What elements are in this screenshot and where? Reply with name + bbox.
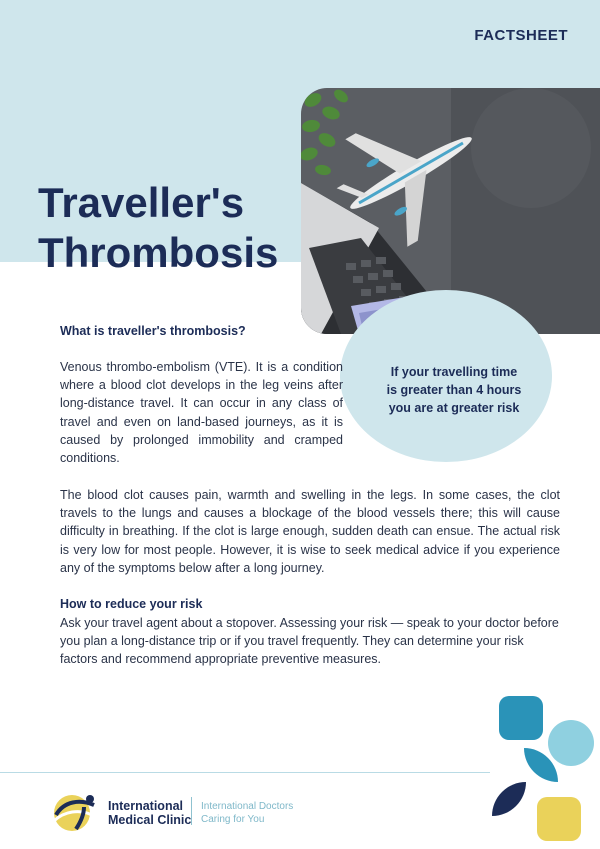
clinic-brand-name [108, 799, 191, 827]
definition-paragraph: Venous thrombo-embolism (VTE). It is a condition where a blood clot develops in the leg veins after long-distance travel. It can occur in any class of travel and even on land-based journeys, as it is caused by prolonged immobility and cramped conditions. [60, 360, 343, 466]
footer-divider-line [0, 772, 490, 773]
symptoms-paragraph: The blood clot causes pain, warmth and swelling in the legs. In some cases, the clot travels to the lungs and causes a blockage of the blood vessels there; this will cause difficulty in breathing. If the clot is large enough, sudden death can ensue. The actual risk is very low for most people. However, it is wise to seek medical advice if you experience any of the symptoms below after a long journey. [60, 488, 560, 575]
tagline-line-1: International Doctors [201, 801, 294, 812]
section-heading-reduce-risk: How to reduce your risk [60, 597, 203, 611]
section-heading-what-is: What is traveller's thrombosis? [60, 324, 246, 338]
clinic-tagline [201, 800, 293, 826]
title-line-2: Thrombosis [38, 229, 279, 276]
brand-line-2: Medical Clinic [108, 813, 192, 827]
decor-yellow-square [537, 797, 581, 841]
title-line-1: Traveller's [38, 179, 245, 226]
factsheet-label: FACTSHEET [474, 27, 568, 44]
reduce-risk-paragraph: Ask your travel agent about a stopover. Assessing your risk — speak to your doctor before you plan a long-distance trip or if you travel frequently. They can determine your risk factors and recommend appropriate preventive measures. [60, 616, 559, 667]
risk-callout: If your travelling time is greater than 4 hours you are at greater risk [386, 365, 522, 415]
decor-navy-leaf [492, 782, 526, 816]
tagline-line-2: Caring for You [201, 814, 265, 825]
decor-teal-square [499, 696, 543, 740]
brand-divider [191, 797, 192, 825]
decor-sky-circle [548, 720, 594, 766]
page-title [38, 178, 278, 278]
brand-line-1: International [108, 799, 184, 813]
clinic-logo-icon [50, 789, 100, 835]
